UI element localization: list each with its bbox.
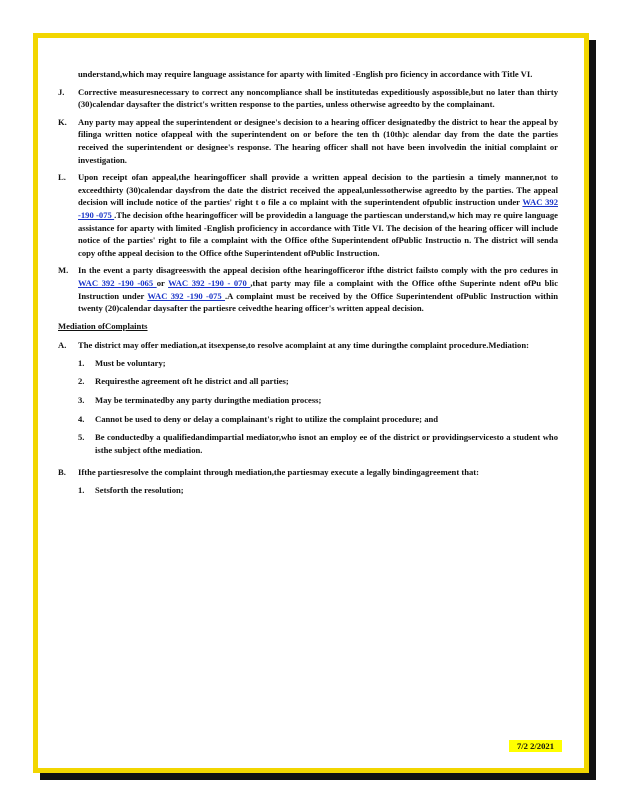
paragraph-m [58, 264, 558, 314]
item-text: May be terminatedby any party duringthe mediation process; [95, 395, 322, 406]
item-text: Setsforth the resolution; [95, 485, 184, 496]
paragraph-marker: K. [58, 116, 67, 127]
item-marker: 1. [78, 485, 85, 496]
paragraph-text: Ifthe partiesresolve the complaint through mediation,the partiesmay execute a legally bindingagreement that: [78, 467, 480, 478]
intro-text: understand,which may require language assistance for aparty with limited -English pro ficiency in accordance with Title VI. [78, 69, 533, 79]
paragraph-text: .A complaint must be received by the Office Superintendent ofPublic Instruction within twenty (20)calendar daysafter the partiesre ceivedthe hearing officer's written appeal decision. [78, 290, 558, 314]
paragraph-k [58, 116, 558, 166]
policy-document [58, 68, 558, 503]
wac-070-link[interactable]: WAC 392 -190 - 070 [168, 277, 251, 288]
wac-075-link[interactable]: WAC 392 -190 -075 [78, 197, 559, 220]
paragraph-j [58, 86, 558, 111]
list-item [58, 375, 558, 388]
paragraph-text: Corrective measuresnecessary to correct any noncompliance shall be institutedas expeditiously aspossible,but no later than thirty (30)calendar daysafter the district's written response to the parties, unless otherwise agreedto by the complainant. [78, 86, 558, 110]
wac-065-link[interactable]: WAC 392 -190 -065 [78, 277, 157, 288]
list-item [58, 413, 558, 426]
item-marker: 4. [78, 413, 85, 424]
paragraph-marker: L. [58, 172, 66, 183]
list-item [58, 357, 558, 370]
list-item [58, 431, 558, 456]
item-marker: 1. [78, 357, 85, 368]
paragraph-l [58, 171, 558, 259]
paragraph-text: Any party may appeal the superintendent or designee's decision to a hearing officer designatedby the district to hear the appeal by filinga written notice ofappeal with the superintendent on or before the ten th (10th)c alendar day from the date the parties received the superintendent or designee's response. The hearing officer shall not have been involvedin the initial complaint or investigation. [78, 116, 558, 165]
paragraph-text: .The decision ofthe hearingofficer will be providedin a language the partiescan understand,w hich may re quire language assistance for aparty with limited -English proficiency in accordance with Title VI. The decision of the hearing officer will include notice of the parties' right to file a complaint with the Office ofthe Superintendent ofPublic Instructio n. The district will senda copy ofthe appeal decision to the Office ofthe Superintendent ofPublic Instruction. [78, 209, 558, 258]
list-item [58, 394, 558, 407]
paragraph-marker: A. [58, 340, 67, 351]
document-frame [33, 33, 589, 773]
item-text: Requiresthe agreement oft he district and all parties; [95, 376, 289, 387]
paragraph-text: In the event a party disagreeswith the appeal decision ofthe hearingofficeror ifthe district failsto comply with the pro cedures in [78, 265, 558, 276]
item-marker: 3. [78, 395, 85, 406]
item-text: Cannot be used to deny or delay a complainant's right to utilize the complaint procedure; and [95, 413, 439, 424]
paragraph-text: Upon receipt ofan appeal,the hearingofficer shall provide a written appeal decision to the partiesin a timely manner,not to exceedthirty (30)calendar daysfrom the date the district received the appeal,unlessotherwise agreedto by the parties. The appeal decision will include notice of the parties' right t o file a co mplaint with the superintendent ofpublic instruction under [78, 172, 558, 208]
paragraph-text: or [156, 277, 169, 288]
paragraph-a [58, 339, 558, 352]
section-heading: Mediation ofComplaints [58, 320, 148, 331]
date-badge: 7/2 2/2021 [509, 740, 562, 752]
item-text: Be conductedby a qualifiedandimpartial mediator,who isnot an employ ee of the district or providingservicesto a student who isthe subject ofthe mediation. [95, 432, 558, 455]
wac-075-link[interactable]: WAC 392 -190 -075 [147, 290, 226, 301]
paragraph-marker: B. [58, 467, 66, 478]
paragraph-b [58, 466, 558, 479]
item-marker: 2. [78, 376, 85, 387]
list-item [58, 484, 558, 497]
paragraph-text: ,that party may file a complaint with the Office ofthe Superinte ndent ofPu blic Instruction under [78, 277, 559, 301]
item-marker: 5. [78, 432, 85, 443]
paragraph-text: The district may offer mediation,at itsexpense,to resolve acomplaint at any time duringthe complaint procedure.Mediation: [78, 340, 529, 351]
paragraph-marker: M. [58, 265, 69, 276]
paragraph-marker: J. [58, 86, 65, 97]
item-text: Must be voluntary; [95, 357, 166, 368]
